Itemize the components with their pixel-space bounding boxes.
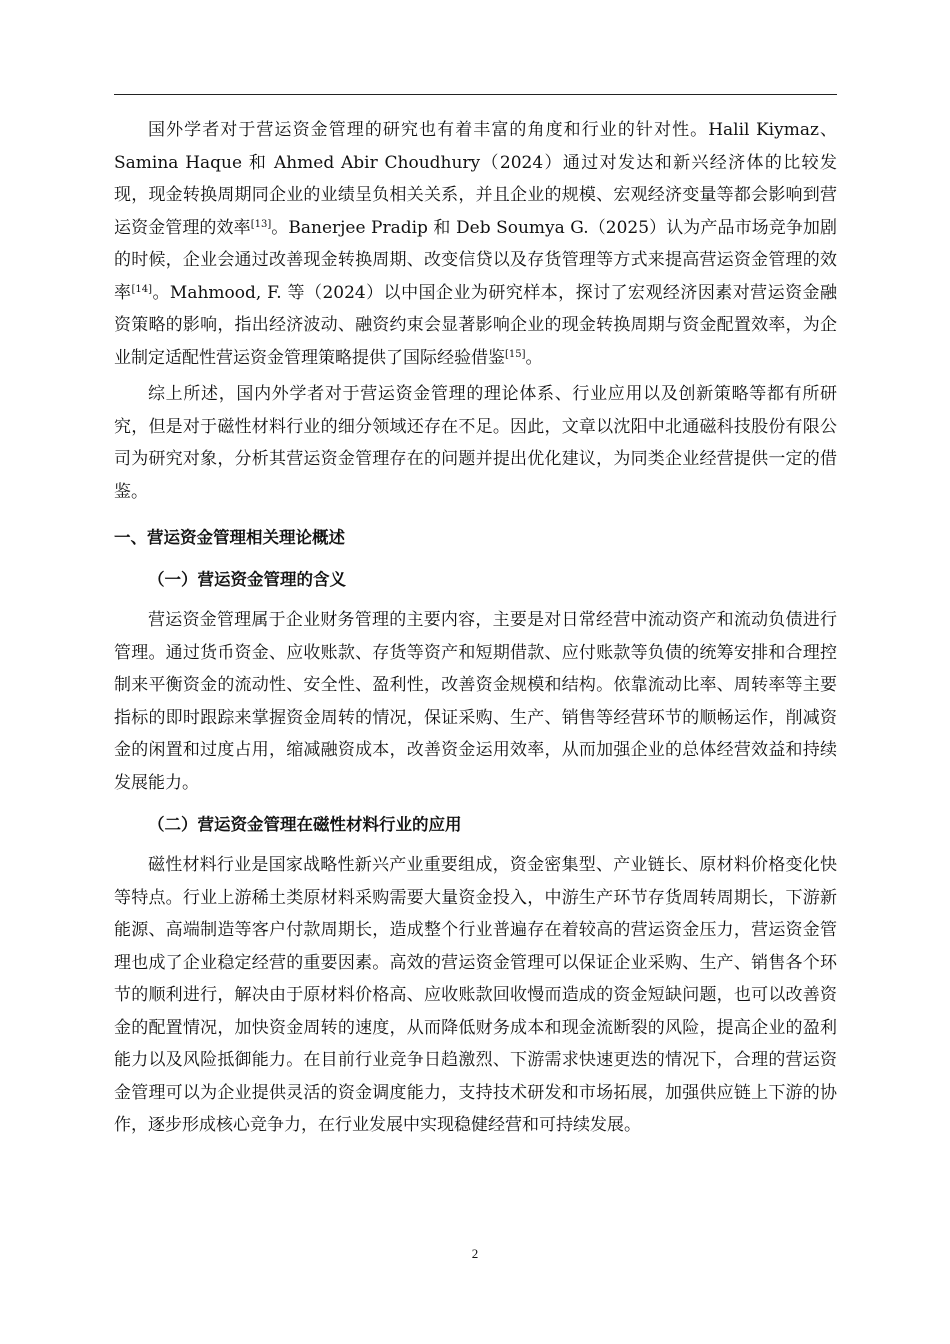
citation-ref: [15]	[505, 348, 526, 360]
page-number: 2	[471, 1246, 479, 1261]
paragraph-text: 国外学者对于营运资金管理的研究也有着丰富的角度和行业的针对性。Halil Kiymaz、Samina Haque 和 Ahmed Abir Choudhury（2024）通过对发达和新兴经济体的比较发现，现金转换周期同企业的业绩呈负相关关系，并且企业的规模、宏观经济变量等都会影响到营运资金管理的效率	[114, 120, 837, 238]
section-heading: 一、营运资金管理相关理论概述	[114, 528, 345, 547]
paragraph-text: 。	[525, 347, 543, 368]
subsection-heading-definition: （一）营运资金管理的含义	[148, 570, 346, 589]
citation-ref: [13]	[250, 218, 272, 230]
paragraph-text: 。Banerjee Pradip 和 Deb Soumya G.（2025）认为产品市场竞争加剧的时候，企业会通过改善现金转换周期、改变信贷以及存货管理等方式来提高营运资金管理的效率	[114, 217, 837, 303]
paragraph-application: 磁性材料行业是国家战略性新兴产业重要组成，资金密集型、产业链长、原材料价格变化快等特点。行业上游稀土类原材料采购需要大量资金投入，中游生产环节存货周转周期长，下游新能源、高端制造等客户付款周期长，造成整个行业普遍存在着较高的营运资金压力，营运资金管理也成了企业稳定经营的重要因素。高效的营运资金管理可以保证企业采购、生产、销售各个环节的顺利进行，解决由于原材料价格高、应收账款回收慢而造成的资金短缺问题，也可以改善资金的配置情况，加快资金周转的速度，从而降低财务成本和现金流断裂的风险，提高企业的盈利能力以及风险抵御能力。在目前行业竞争日趋激烈、下游需求快速更迭的情况下，合理的营运资金管理可以为企业提供灵活的资金调度能力，支持技术研发和市场拓展，加强供应链上下游的协作，逐步形成核心竞争力，在行业发展中实现稳健经营和可持续发展。	[114, 855, 837, 1135]
header-rule	[114, 94, 837, 95]
paragraph-summary: 综上所述，国内外学者对于营运资金管理的理论体系、行业应用以及创新策略等都有所研究，但是对于磁性材料行业的细分领域还存在不足。因此，文章以沈阳中北通磁科技股份有限公司为研究对象，分析其营运资金管理存在的问题并提出优化建议，为同类企业经营提供一定的借鉴。	[114, 384, 837, 502]
body-text	[114, 114, 837, 1142]
citation-ref: [14]	[131, 283, 152, 295]
paragraph-foreign-research	[114, 114, 837, 374]
subsection-heading-application: （二）营运资金管理在磁性材料行业的应用	[148, 815, 462, 834]
paragraph-definition: 营运资金管理属于企业财务管理的主要内容，主要是对日常经营中流动资产和流动负债进行管理。通过货币资金、应收账款、存货等资产和短期借款、应付账款等负债的统筹安排和合理控制来平衡资金的流动性、安全性、盈利性，改善资金规模和结构。依靠流动比率、周转率等主要指标的即时跟踪来掌握资金周转的情况，保证采购、生产、销售等经营环节的顺畅运作，削减资金的闲置和过度占用，缩减融资成本，改善资金运用效率，从而加强企业的总体经营效益和持续发展能力。	[114, 610, 837, 793]
paragraph-text: 。Mahmood, F. 等（2024）以中国企业为研究样本，探讨了宏观经济因素对营运资金融资策略的影响，指出经济波动、融资约束会显著影响企业的现金转换周期与资金配置效率，为企业制定适配性营运资金管理策略提供了国际经验借鉴	[114, 282, 838, 368]
